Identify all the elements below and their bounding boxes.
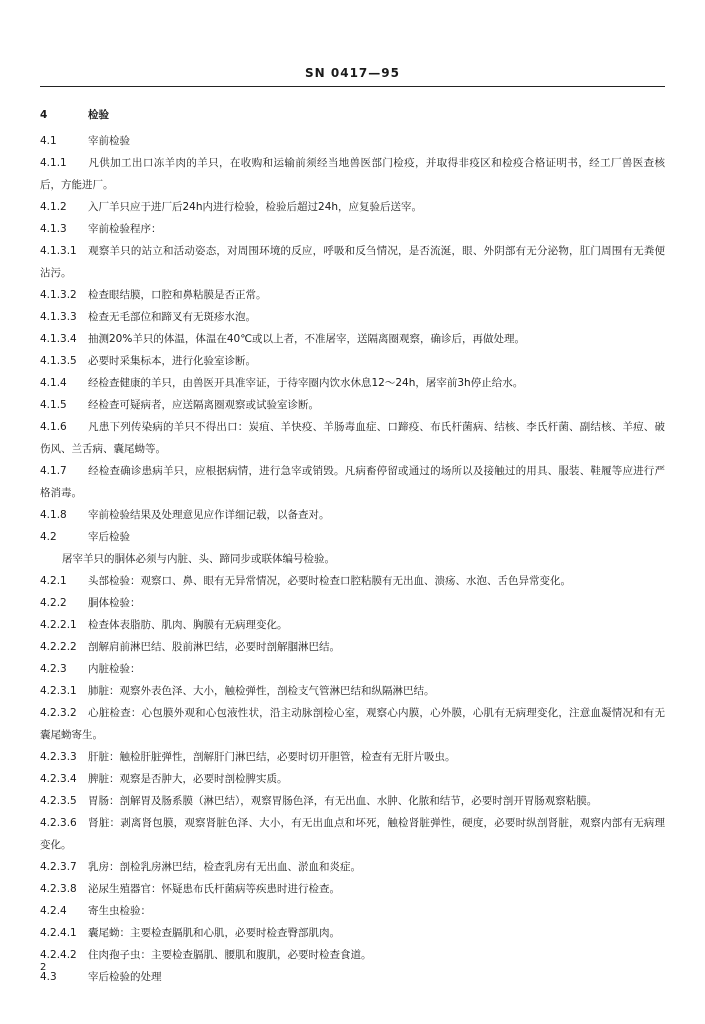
clause-text: 宰后检验的处理 (88, 971, 162, 983)
clause-text: 胴体检验： (88, 597, 141, 609)
clause-number: 4.1.3.1 (40, 245, 77, 257)
clause-number: 4.2.3.6 (40, 817, 77, 829)
clause-text: 检验 (88, 109, 109, 121)
clause-number: 4.1.8 (40, 509, 67, 521)
clause-text: 乳房：剖检乳房淋巴结，检查乳房有无出血、淤血和炎症。 (88, 861, 361, 873)
clause-text: 胃肠：剖解胃及肠系膜（淋巴结），观察胃肠色泽，有无出血、水肿、化脓和结节，必要时剖开胃肠观察粘膜。 (88, 795, 598, 807)
clause-number: 4.2.3.2 (40, 707, 77, 719)
clause-text: 经检查健康的羊只，由兽医开具准宰证，于待宰圈内饮水休息12～24h，屠宰前3h停止给水。 (88, 377, 524, 389)
clause-line (40, 856, 665, 878)
clause-text: 头部检验：观察口、鼻、眼有无异常情况，必要时检查口腔粘膜有无出血、溃疡、水泡、舌色异常变化。 (88, 575, 571, 587)
clause-line (40, 460, 665, 504)
clause-text: 宰前检验程序： (88, 223, 162, 235)
clause-number: 4.1.3.5 (40, 355, 77, 367)
clause-line (40, 152, 665, 196)
clause-line (40, 878, 665, 900)
clause-text: 屠宰羊只的胴体必须与内脏、头、蹄同步或联体编号检验。 (62, 553, 335, 565)
clause-number: 4.2.3.5 (40, 795, 77, 807)
clause-text: 肝脏：触检肝脏弹性，剖解肝门淋巴结，必要时切开胆管，检查有无肝片吸虫。 (88, 751, 456, 763)
header-divider (40, 86, 665, 87)
clause-text: 宰后检验 (88, 531, 130, 543)
clause-line (40, 394, 665, 416)
clause-number: 4.1.5 (40, 399, 67, 411)
clause-line (40, 900, 665, 922)
clause-line (40, 768, 665, 790)
clause-number: 4.2.3.3 (40, 751, 77, 763)
clause-number: 4.2.1 (40, 575, 67, 587)
clause-line (40, 372, 665, 394)
clause-number: 4.1.2 (40, 201, 67, 213)
clause-text: 观察羊只的站立和活动姿态，对周围环境的反应，呼吸和反刍情况，是否流涎，眼、外阴部有无分泌物，肛门周围有无粪便沾污。 (40, 245, 665, 279)
clause-line (40, 240, 665, 284)
clause-number: 4 (40, 109, 48, 121)
clause-number: 4.1.3 (40, 223, 67, 235)
clause-number: 4.1.6 (40, 421, 67, 433)
page-number: 2 (40, 962, 47, 973)
clause-number: 4.2.2 (40, 597, 67, 609)
clause-line (40, 306, 665, 328)
clause-line (40, 416, 665, 460)
clause-line (40, 284, 665, 306)
clause-number: 4.2.2.2 (40, 641, 77, 653)
clause-text: 抽测20%羊只的体温，体温在40℃或以上者，不准屠宰，送隔离圈观察，确诊后，再做处理。 (88, 333, 525, 345)
clause-text: 肾脏：剥离肾包膜，观察肾脏色泽、大小，有无出血点和坏死，触检肾脏弹性，硬度，必要时纵剖肾脏，观察内部有无病理变化。 (40, 817, 665, 851)
clause-text: 内脏检验： (88, 663, 141, 675)
clause-number: 4.1.4 (40, 377, 67, 389)
clause-line (40, 218, 665, 240)
standard-code-header: SN 0417—95 (305, 66, 400, 80)
clause-number: 4.2.4.1 (40, 927, 77, 939)
clause-line (40, 966, 665, 988)
clause-number: 4.1.7 (40, 465, 67, 477)
clause-text: 检查无毛部位和蹄叉有无斑疹水泡。 (88, 311, 256, 323)
clause-text: 入厂羊只应于进厂后24h内进行检验，检验后超过24h，应复验后送宰。 (88, 201, 423, 213)
clause-text: 宰前检验结果及处理意见应作详细记载，以备查对。 (88, 509, 330, 521)
clause-line (40, 636, 665, 658)
clause-number: 4.1 (40, 135, 57, 147)
clause-text: 囊尾蚴：主要检查膈肌和心肌，必要时检查臀部肌肉。 (88, 927, 340, 939)
clause-line (40, 196, 665, 218)
clause-text: 剖解肩前淋巴结、股前淋巴结，必要时剖解腘淋巴结。 (88, 641, 340, 653)
clause-line (40, 328, 665, 350)
clause-number: 4.2.3.4 (40, 773, 77, 785)
clause-number: 4.1.3.4 (40, 333, 77, 345)
clause-line (40, 350, 665, 372)
clause-text: 必要时采集标本，进行化验室诊断。 (88, 355, 256, 367)
clause-line (40, 812, 665, 856)
clause-number: 4.2.3.1 (40, 685, 77, 697)
clause-line (40, 680, 665, 702)
clause-text: 脾脏：观察是否肿大，必要时剖检脾实质。 (88, 773, 288, 785)
clause-line (40, 526, 665, 548)
clause-line (40, 592, 665, 614)
clause-number: 4.2.4 (40, 905, 67, 917)
clause-line (40, 570, 665, 592)
clause-line (40, 130, 665, 152)
clause-number: 4.1.1 (40, 157, 67, 169)
clause-line (40, 614, 665, 636)
clause-number: 4.1.3.2 (40, 289, 77, 301)
clause-text: 肺脏：观察外表色泽、大小，触检弹性，剖检支气管淋巴结和纵隔淋巴结。 (88, 685, 435, 697)
clause-number: 4.2.3 (40, 663, 67, 675)
clause-number: 4.2.4.2 (40, 949, 77, 961)
clause-line (40, 746, 665, 768)
clause-line (40, 790, 665, 812)
clause-text: 住肉孢子虫：主要检查膈肌、腰肌和腹肌，必要时检查食道。 (88, 949, 372, 961)
clause-line (40, 548, 665, 570)
clause-text: 经检查确诊患病羊只，应根据病情，进行急宰或销毁。凡病畜停留或通过的场所以及接触过的用具、服装、鞋履等应进行严格消毒。 (40, 465, 665, 499)
document-body (40, 104, 665, 988)
clause-text: 凡患下列传染病的羊只不得出口：炭疽、羊快疫、羊肠毒血症、口蹄疫、布氏杆菌病、结核、李氏杆菌、副结核、羊痘、破伤风、兰舌病、囊尾蚴等。 (40, 421, 665, 455)
clause-text: 寄生虫检验： (88, 905, 151, 917)
clause-text: 心脏检查：心包膜外观和心包液性状，沿主动脉剖检心室，观察心内膜，心外膜，心肌有无病理变化，注意血凝情况和有无囊尾蚴寄生。 (40, 707, 665, 741)
section-heading (40, 104, 665, 126)
clause-text: 检查眼结膜，口腔和鼻粘膜是否正常。 (88, 289, 267, 301)
clause-line (40, 658, 665, 680)
clause-text: 宰前检验 (88, 135, 130, 147)
clause-text: 检查体表脂肪、肌肉、胸膜有无病理变化。 (88, 619, 288, 631)
clause-number: 4.1.3.3 (40, 311, 77, 323)
clause-number: 4.2.2.1 (40, 619, 77, 631)
clause-line (40, 504, 665, 526)
clause-text: 泌尿生殖器官：怀疑患布氏杆菌病等疾患时进行检查。 (88, 883, 340, 895)
clause-line (40, 944, 665, 966)
clause-text: 凡供加工出口冻羊肉的羊只，在收购和运输前须经当地兽医部门检疫，并取得非疫区和检疫合格证明书，经工厂兽医查核后，方能进厂。 (40, 157, 665, 191)
clause-number: 4.2.3.8 (40, 883, 77, 895)
clause-number: 4.2.3.7 (40, 861, 77, 873)
clause-line (40, 702, 665, 746)
clause-line (40, 922, 665, 944)
clause-text: 经检查可疑病者，应送隔离圈观察或试验室诊断。 (88, 399, 319, 411)
clause-number: 4.3 (40, 971, 57, 983)
clause-number: 4.2 (40, 531, 57, 543)
